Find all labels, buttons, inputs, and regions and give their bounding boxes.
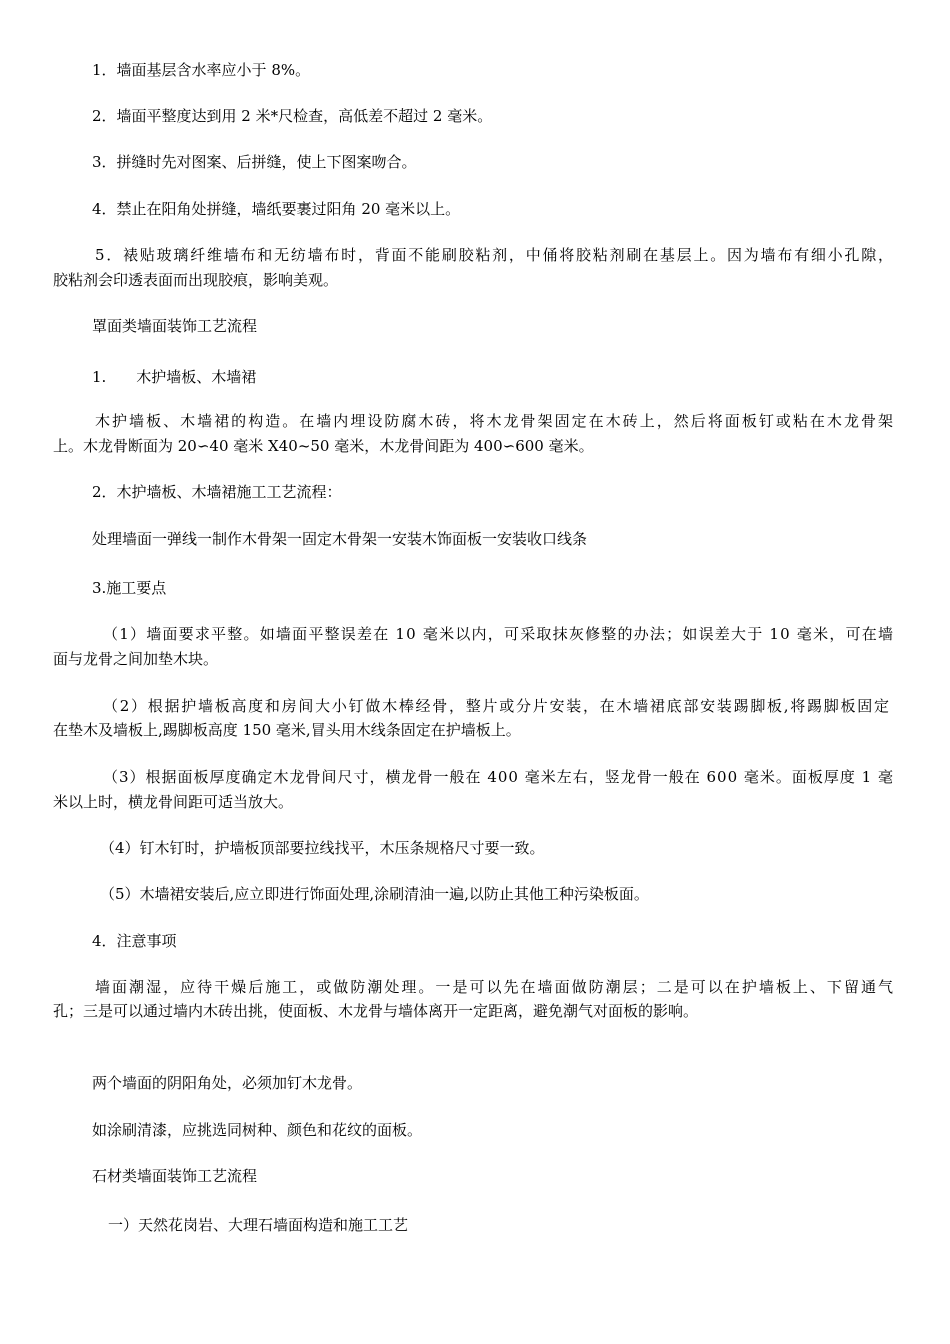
text-line: （3）根据面板厚度确定木龙骨间尺寸，横龙骨一般在 400 毫米左右，竖龙骨一般在 600 毫米。面板厚度 1 毫 — [103, 768, 894, 786]
text-line: 两个墙面的阴阳角处，必须加钉木龙骨。 — [92, 1074, 363, 1092]
text-line: 木护墙板、木墙裙的构造。在墙内埋设防腐木砖，将木龙骨架固定在木砖上，然后将面板钉或粘在木龙骨架 — [95, 412, 896, 430]
text-line: 面与龙骨之间加垫木块。 — [53, 650, 219, 668]
text-line: （1）墙面要求平整。如墙面平整误差在 10 毫米以内，可采取抹灰修整的办法；如误差大于 10 毫米，可在墙 — [103, 625, 895, 643]
text-line: （2）根据护墙板高度和房间大小钉做木棒经骨，整片或分片安装，在木墙裙底部安装踢脚板,将踢脚板固定 — [103, 697, 891, 715]
text-line: （4）钉木钉时，护墙板顶部要拉线找平，木压条规格尺寸要一致。 — [100, 839, 545, 857]
text-line: 石材类墙面装饰工艺流程 — [92, 1167, 258, 1185]
text-line: 处理墙面一弹线一制作木骨架一固定木骨架一安装木饰面板一安装收口线条 — [92, 530, 588, 548]
text-line: 4．禁止在阳角处拼缝，墙纸要裹过阳角 20 毫米以上。 — [92, 200, 461, 218]
text-line: 在垫木及墙板上,踢脚板高度 150 毫米,冒头用木线条固定在护墙板上。 — [53, 721, 521, 739]
text-line: （5）木墙裙安装后,应立即进行饰面处理,涂刷清油一遍,以防止其他工种污染板面。 — [100, 885, 649, 903]
text-line: 5．裱贴玻璃纤维墙布和无纺墙布时，背面不能刷胶粘剂，中俑将胶粘剂刷在基层上。因为墙布有细小孔隙， — [95, 246, 895, 264]
text-line: 如涂刷清漆，应挑选同树种、颜色和花纹的面板。 — [92, 1121, 423, 1139]
text-line: 米以上时，横龙骨间距可适当放大。 — [53, 793, 294, 811]
text-line: 罩面类墙面装饰工艺流程 — [92, 317, 258, 335]
text-line: 墙面潮湿，应待干燥后施工，或做防潮处理。一是可以先在墙面做防潮层；二是可以在护墙板上、下留通气 — [95, 978, 896, 996]
text-line: 一）天然花岗岩、大理石墙面构造和施工工艺 — [108, 1216, 409, 1234]
text-line: 孔；三是可以通过墙内木砖出挑，使面板、木龙骨与墙体离开一定距离，避免潮气对面板的影响。 — [53, 1002, 699, 1020]
text-line: 1. 木护墙板、木墙裙 — [92, 368, 257, 386]
text-line: 2．木护墙板、木墙裙施工工艺流程： — [92, 483, 342, 501]
text-line: 3．拼缝时先对图案、后拼缝，使上下图案吻合。 — [92, 153, 417, 171]
text-line: 4．注意事项 — [92, 932, 177, 950]
text-line: 上。木龙骨断面为 20∽40 毫米 X40~50 毫米，木龙骨间距为 400∽600 毫米。 — [53, 437, 594, 455]
text-line: 3.施工要点 — [92, 579, 167, 597]
text-line: 1．墙面基层含水率应小于 8%。 — [92, 61, 311, 79]
text-line: 胶粘剂会印透表面而出现胶痕，影响美观。 — [53, 271, 339, 289]
text-line: 2．墙面平整度达到用 2 米*尺检查，高低差不超过 2 毫米。 — [92, 107, 493, 125]
